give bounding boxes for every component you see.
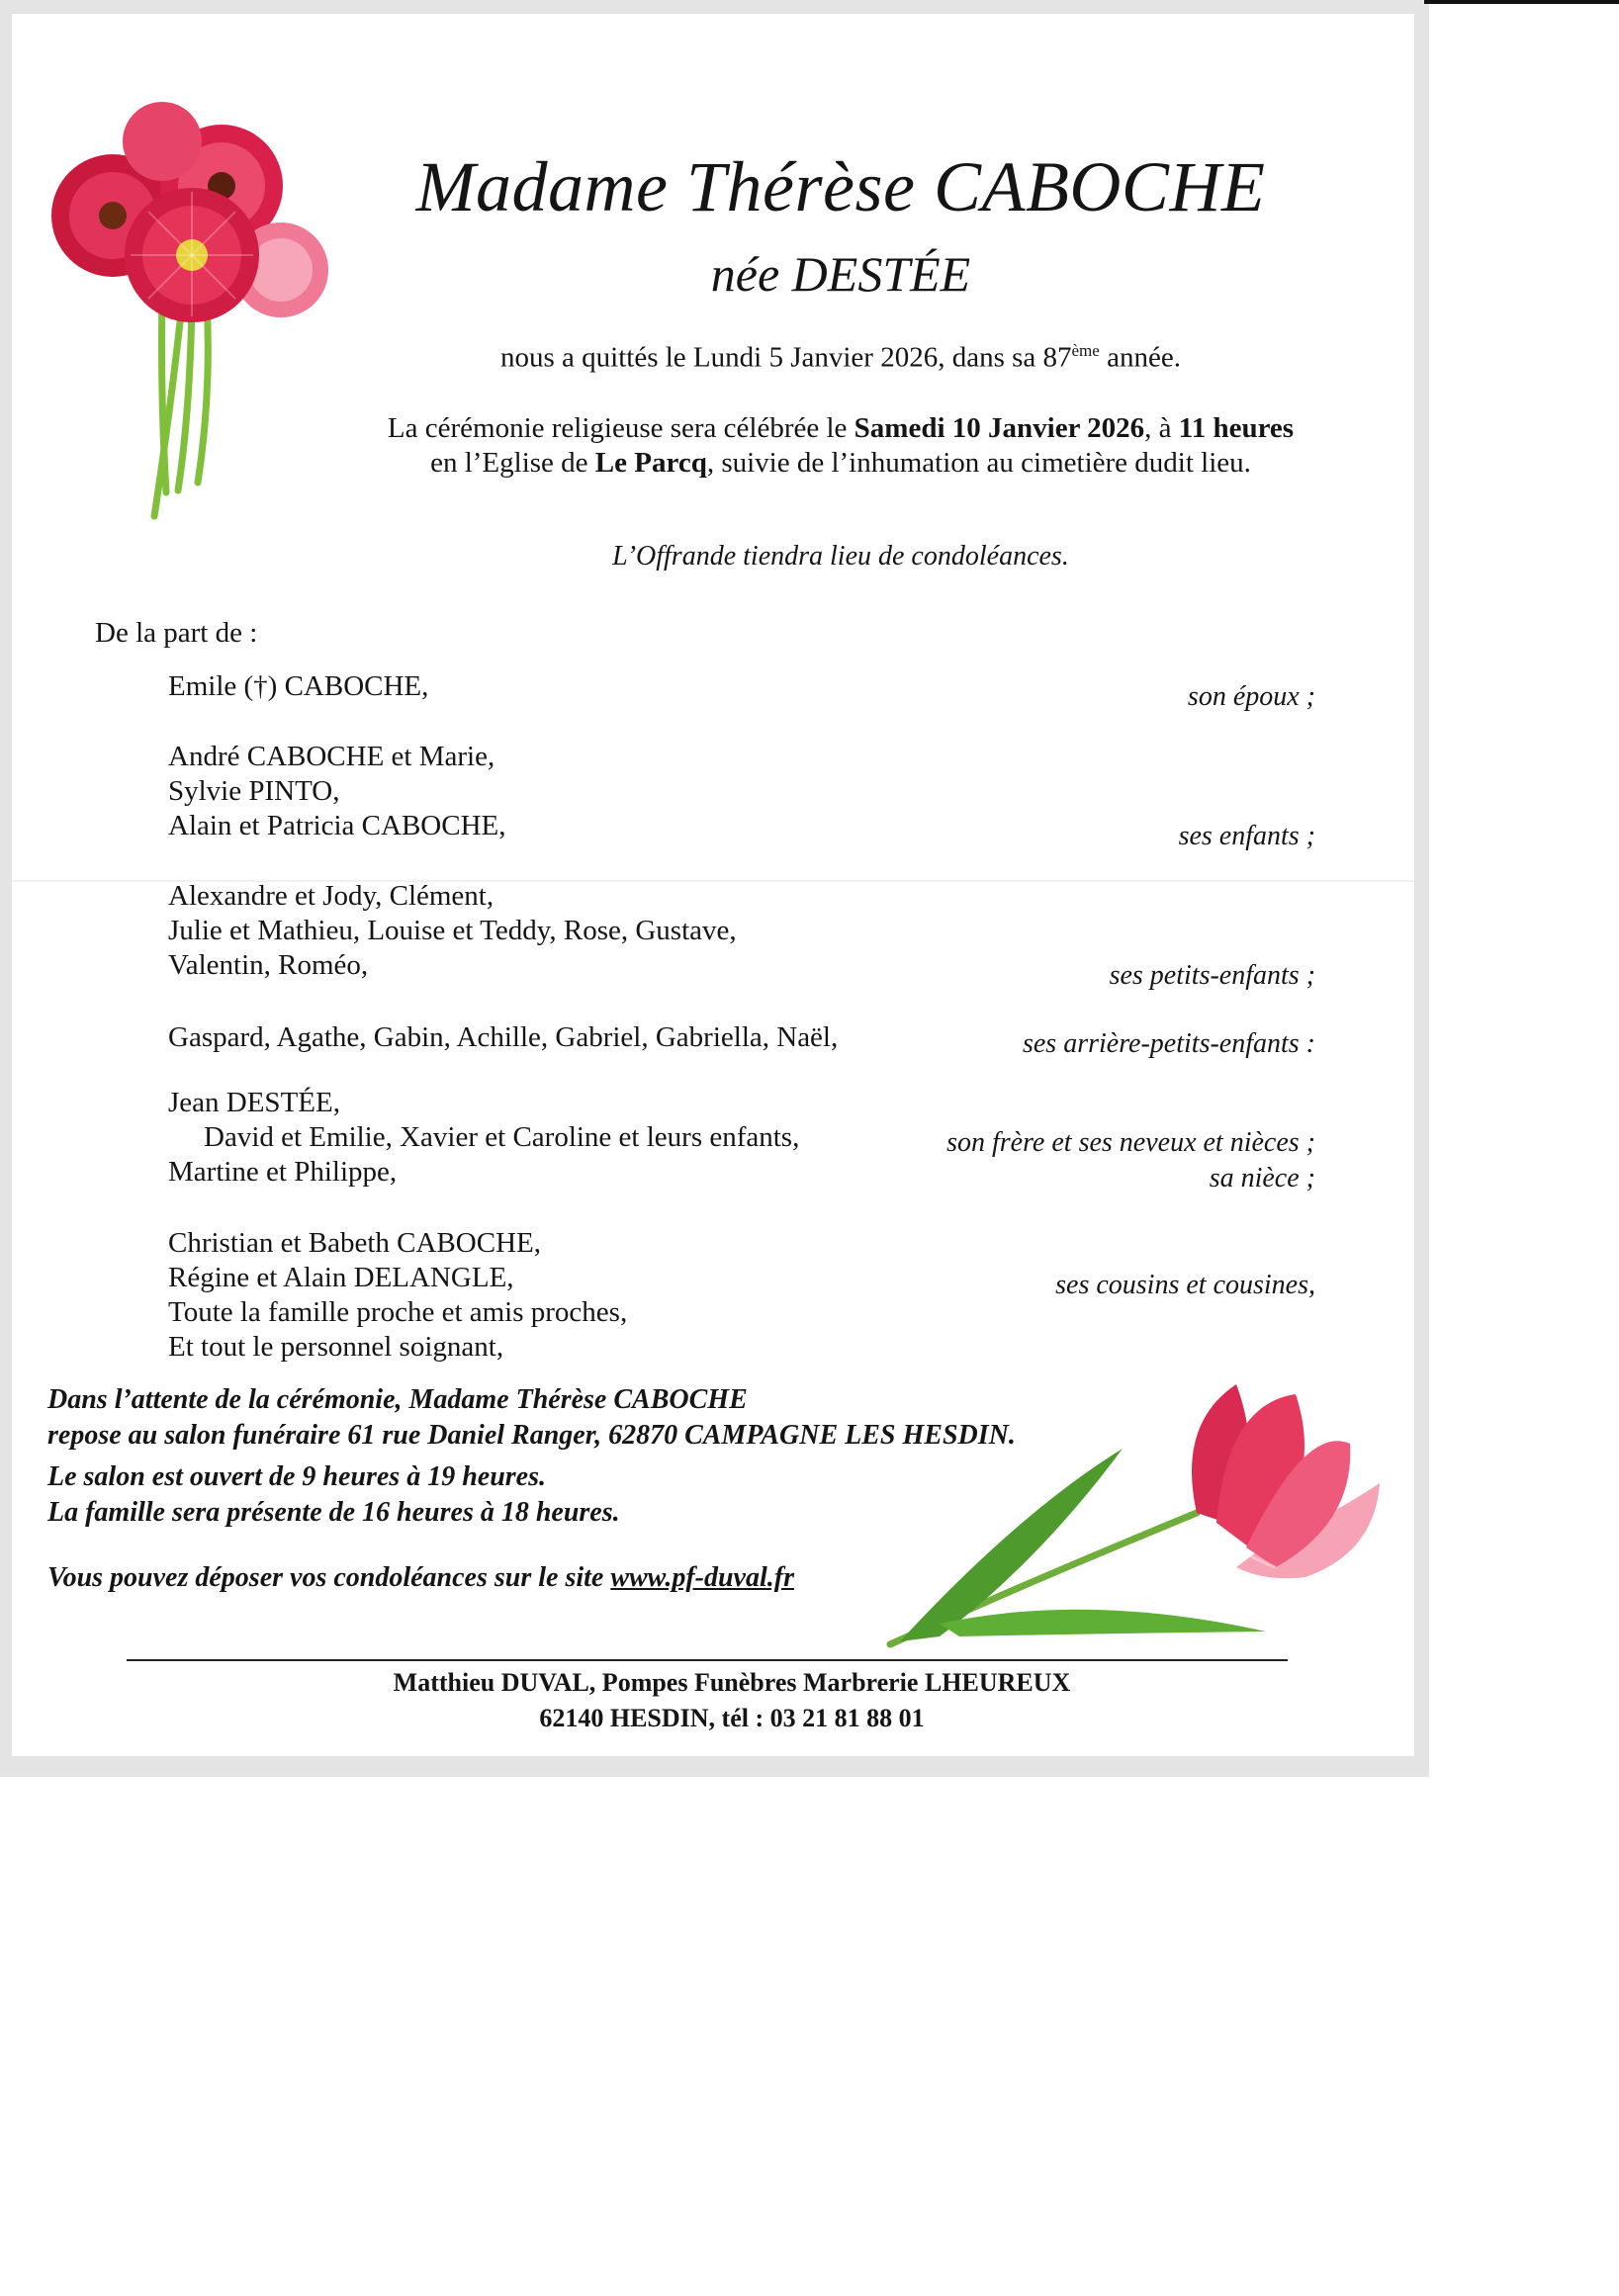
family-member: Et tout le personnel soignant,: [168, 1331, 504, 1363]
family-role: ses arrière-petits-enfants :: [1022, 1028, 1315, 1059]
family-member: André CABOCHE et Marie,: [168, 741, 495, 772]
condolence-line: [47, 1560, 1155, 1596]
deceased-name: Madame Thérèse CABOCHE: [415, 147, 1266, 226]
ceremony-text-1: La cérémonie religieuse sera célébrée le: [387, 412, 854, 444]
family-role: ses cousins et cousines,: [1055, 1270, 1315, 1300]
address-phone: 62140 HESDIN, tél : 03 21 81 88 01: [539, 1704, 925, 1732]
family-member: Jean DESTÉE,: [168, 1087, 340, 1118]
family-member: Alain et Patricia CABOCHE,: [168, 810, 506, 841]
family-member: Julie et Mathieu, Louise et Teddy, Rose, Gustave,: [168, 915, 737, 946]
gerbera-bouquet-icon: [44, 97, 340, 524]
family-member: Toute la famille proche et amis proches,: [168, 1296, 628, 1328]
notice-line: Dans l’attente de la cérémonie, Madame Thérèse CABOCHE: [47, 1384, 748, 1415]
footer-divider: [127, 1659, 1288, 1661]
condolence-text: Vous pouvez déposer vos condoléances sur le site: [47, 1562, 611, 1593]
scan-edge-strip: [1424, 0, 1619, 4]
footer-contact: [218, 1665, 1246, 1736]
family-role: son époux ;: [1187, 681, 1315, 712]
funeral-home-notice: [47, 1382, 1155, 1596]
family-member: Christian et Babeth CABOCHE,: [168, 1227, 541, 1259]
family-group: [168, 1226, 1315, 1365]
family-member: Gaspard, Agathe, Gabin, Achille, Gabriel, Gabriella, Naël,: [168, 1021, 839, 1053]
family-role: ses petits-enfants ;: [1109, 960, 1315, 991]
notice-line: Le salon est ouvert de 9 heures à 19 heures.: [47, 1461, 546, 1492]
family-group: [168, 1020, 1315, 1059]
ceremony-text-4: , suivie de l’inhumation au cimetière dudit lieu.: [706, 447, 1251, 479]
family-member: Sylvie PINTO,: [168, 775, 340, 807]
family-role-secondary: sa nièce ;: [1209, 1163, 1315, 1193]
family-member: Valentin, Roméo,: [168, 949, 369, 981]
family-member: Alexandre et Jody, Clément,: [168, 880, 495, 912]
notice-line: repose au salon funéraire 61 rue Daniel Ranger, 62870 CAMPAGNE LES HESDIN.: [47, 1420, 1016, 1451]
offering-note: L’Offrande tiendra lieu de condoléances.: [612, 541, 1069, 572]
family-group: [168, 1086, 1315, 1193]
maiden-name: née DESTÉE: [710, 246, 971, 302]
ordinal-suffix: ème: [1071, 341, 1100, 360]
ceremony-date: Samedi 10 Janvier 2026: [854, 412, 1145, 444]
family-role: son frère et ses neveux et nièces ;: [946, 1127, 1315, 1158]
announce-end: année.: [1099, 341, 1181, 374]
family-group: [168, 740, 1315, 851]
family-member: David et Emilie, Xavier et Caroline et leurs enfants,: [204, 1121, 800, 1153]
from-label: De la part de :: [95, 617, 258, 649]
family-member: Régine et Alain DELANGLE,: [168, 1262, 514, 1293]
announce-text: nous a quittés le Lundi 5 Janvier 2026, dans sa 87: [500, 341, 1072, 374]
ceremony-place: Le Parcq: [594, 447, 707, 479]
family-member: Emile (†) CABOCHE,: [168, 670, 429, 702]
family-member: Martine et Philippe,: [168, 1156, 398, 1188]
notice-line: La famille sera présente de 16 heures à 18 heures.: [47, 1497, 620, 1528]
ceremony-text-2: , à: [1144, 412, 1179, 444]
family-group: [168, 669, 1315, 712]
ceremony-hour: 11 heures: [1178, 412, 1295, 444]
family-group: [168, 879, 1315, 991]
funeral-director: Matthieu DUVAL, Pompes Funèbres Marbrerie LHEUREUX: [393, 1668, 1071, 1697]
ceremony-details: [326, 411, 1355, 481]
death-announcement: [376, 341, 1305, 375]
website-link[interactable]: www.pf-duval.fr: [610, 1562, 794, 1593]
ceremony-text-3: en l’Eglise de: [430, 447, 595, 479]
family-role: ses enfants ;: [1178, 821, 1315, 851]
